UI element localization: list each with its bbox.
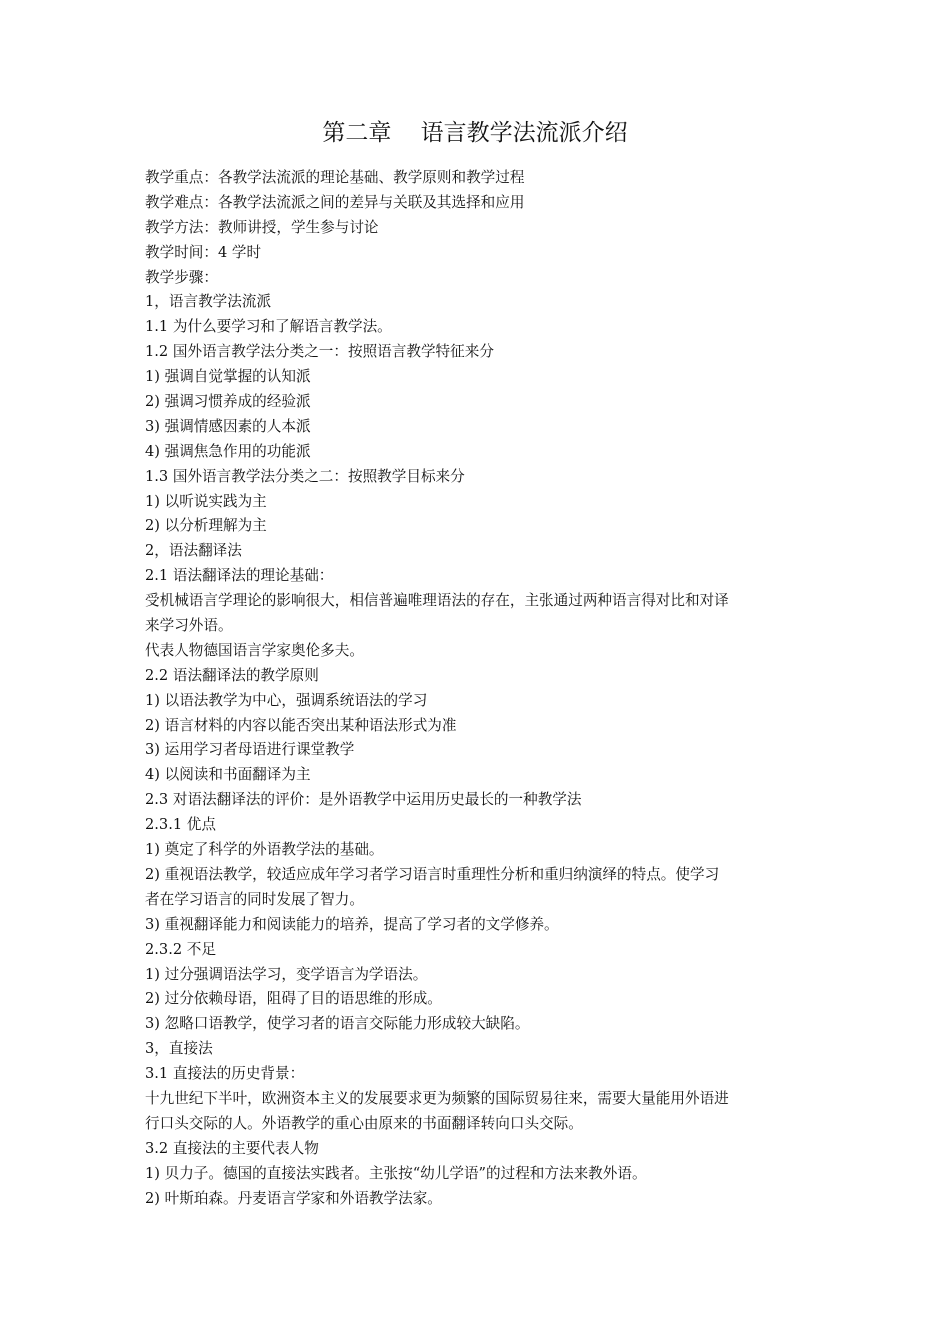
- text-line: 教学难点：各教学法流派之间的差异与关联及其选择和应用: [145, 193, 525, 211]
- text-line: 1) 以语法教学为中心，强调系统语法的学习: [145, 691, 428, 709]
- page-title: 第二章 语言教学法流派介绍: [322, 120, 628, 146]
- text-line: 1.1 为什么要学习和了解语言教学法。: [145, 318, 392, 336]
- text-line: 1) 奠定了科学的外语教学法的基础。: [145, 841, 384, 859]
- text-line: 来学习外语。: [145, 617, 233, 635]
- text-line: 十九世纪下半叶，欧洲资本主义的发展要求更为频繁的国际贸易往来，需要大量能用外语进: [145, 1089, 729, 1107]
- text-line: 3，直接法: [145, 1040, 213, 1058]
- text-line: 1) 强调自觉掌握的认知派: [145, 368, 311, 386]
- text-line: 1) 过分强调语法学习，变学语言为学语法。: [145, 965, 428, 983]
- text-line: 2.3 对语法翻译法的评价：是外语教学中运用历史最长的一种教学法: [145, 791, 582, 809]
- text-line: 行口头交际的人。外语教学的重心由原来的书面翻译转向口头交际。: [145, 1114, 583, 1132]
- text-line: 3) 运用学习者母语进行课堂教学: [145, 741, 355, 759]
- text-line: 2.3.1 优点: [145, 816, 216, 834]
- text-line: 3) 强调情感因素的人本派: [145, 417, 311, 435]
- text-line: 1) 以听说实践为主: [145, 492, 267, 510]
- text-line: 2) 过分依赖母语，阻碍了目的语思维的形成。: [145, 990, 442, 1008]
- text-line: 3.2 直接法的主要代表人物: [145, 1139, 319, 1157]
- text-line: 2.1 语法翻译法的理论基础：: [145, 567, 334, 585]
- text-line: 2) 重视语法教学，较适应成年学习者学习语言时重理性分析和重归纳演绎的特点。使学习: [145, 865, 720, 883]
- text-line: 2) 以分析理解为主: [145, 517, 267, 535]
- text-line: 教学步骤：: [145, 268, 218, 286]
- text-line: 代表人物德国语言学家奥伦多夫。: [145, 641, 364, 659]
- text-line: 受机械语言学理论的影响很大，相信普遍唯理语法的存在，主张通过两种语言得对比和对译: [145, 592, 729, 610]
- text-line: 4) 以阅读和书面翻译为主: [145, 766, 311, 784]
- text-line: 2) 语言材料的内容以能否突出某种语法形式为准: [145, 716, 457, 734]
- text-line: 2，语法翻译法: [145, 542, 242, 560]
- text-line: 1，语言教学法流派: [145, 293, 272, 311]
- text-line: 1) 贝力子。德国的直接法实践者。主张按“幼儿学语”的过程和方法来教外语。: [145, 1164, 647, 1182]
- text-line: 2) 叶斯珀森。丹麦语言学家和外语教学法家。: [145, 1189, 442, 1207]
- text-line: 4) 强调焦急作用的功能派: [145, 442, 311, 460]
- text-line: 3.1 直接法的历史背景：: [145, 1065, 305, 1083]
- text-line: 3) 重视翻译能力和阅读能力的培养，提高了学习者的文学修养。: [145, 915, 559, 933]
- text-line: 1.2 国外语言教学法分类之一：按照语言教学特征来分: [145, 343, 494, 361]
- text-line: 2.2 语法翻译法的教学原则: [145, 666, 319, 684]
- text-line: 教学方法：教师讲授，学生参与讨论: [145, 218, 379, 236]
- text-line: 教学时间：4 学时: [145, 243, 262, 261]
- document-body: [145, 166, 810, 1211]
- text-line: 2) 强调习惯养成的经验派: [145, 393, 311, 411]
- text-line: 2.3.2 不足: [145, 940, 216, 958]
- text-line: 1.3 国外语言教学法分类之二：按照教学目标来分: [145, 467, 465, 485]
- text-line: 教学重点：各教学法流派的理论基础、教学原则和教学过程: [145, 169, 525, 186]
- text-line: 3) 忽略口语教学，使学习者的语言交际能力形成较大缺陷。: [145, 1015, 530, 1033]
- text-line: 者在学习语言的同时发展了智力。: [145, 890, 364, 908]
